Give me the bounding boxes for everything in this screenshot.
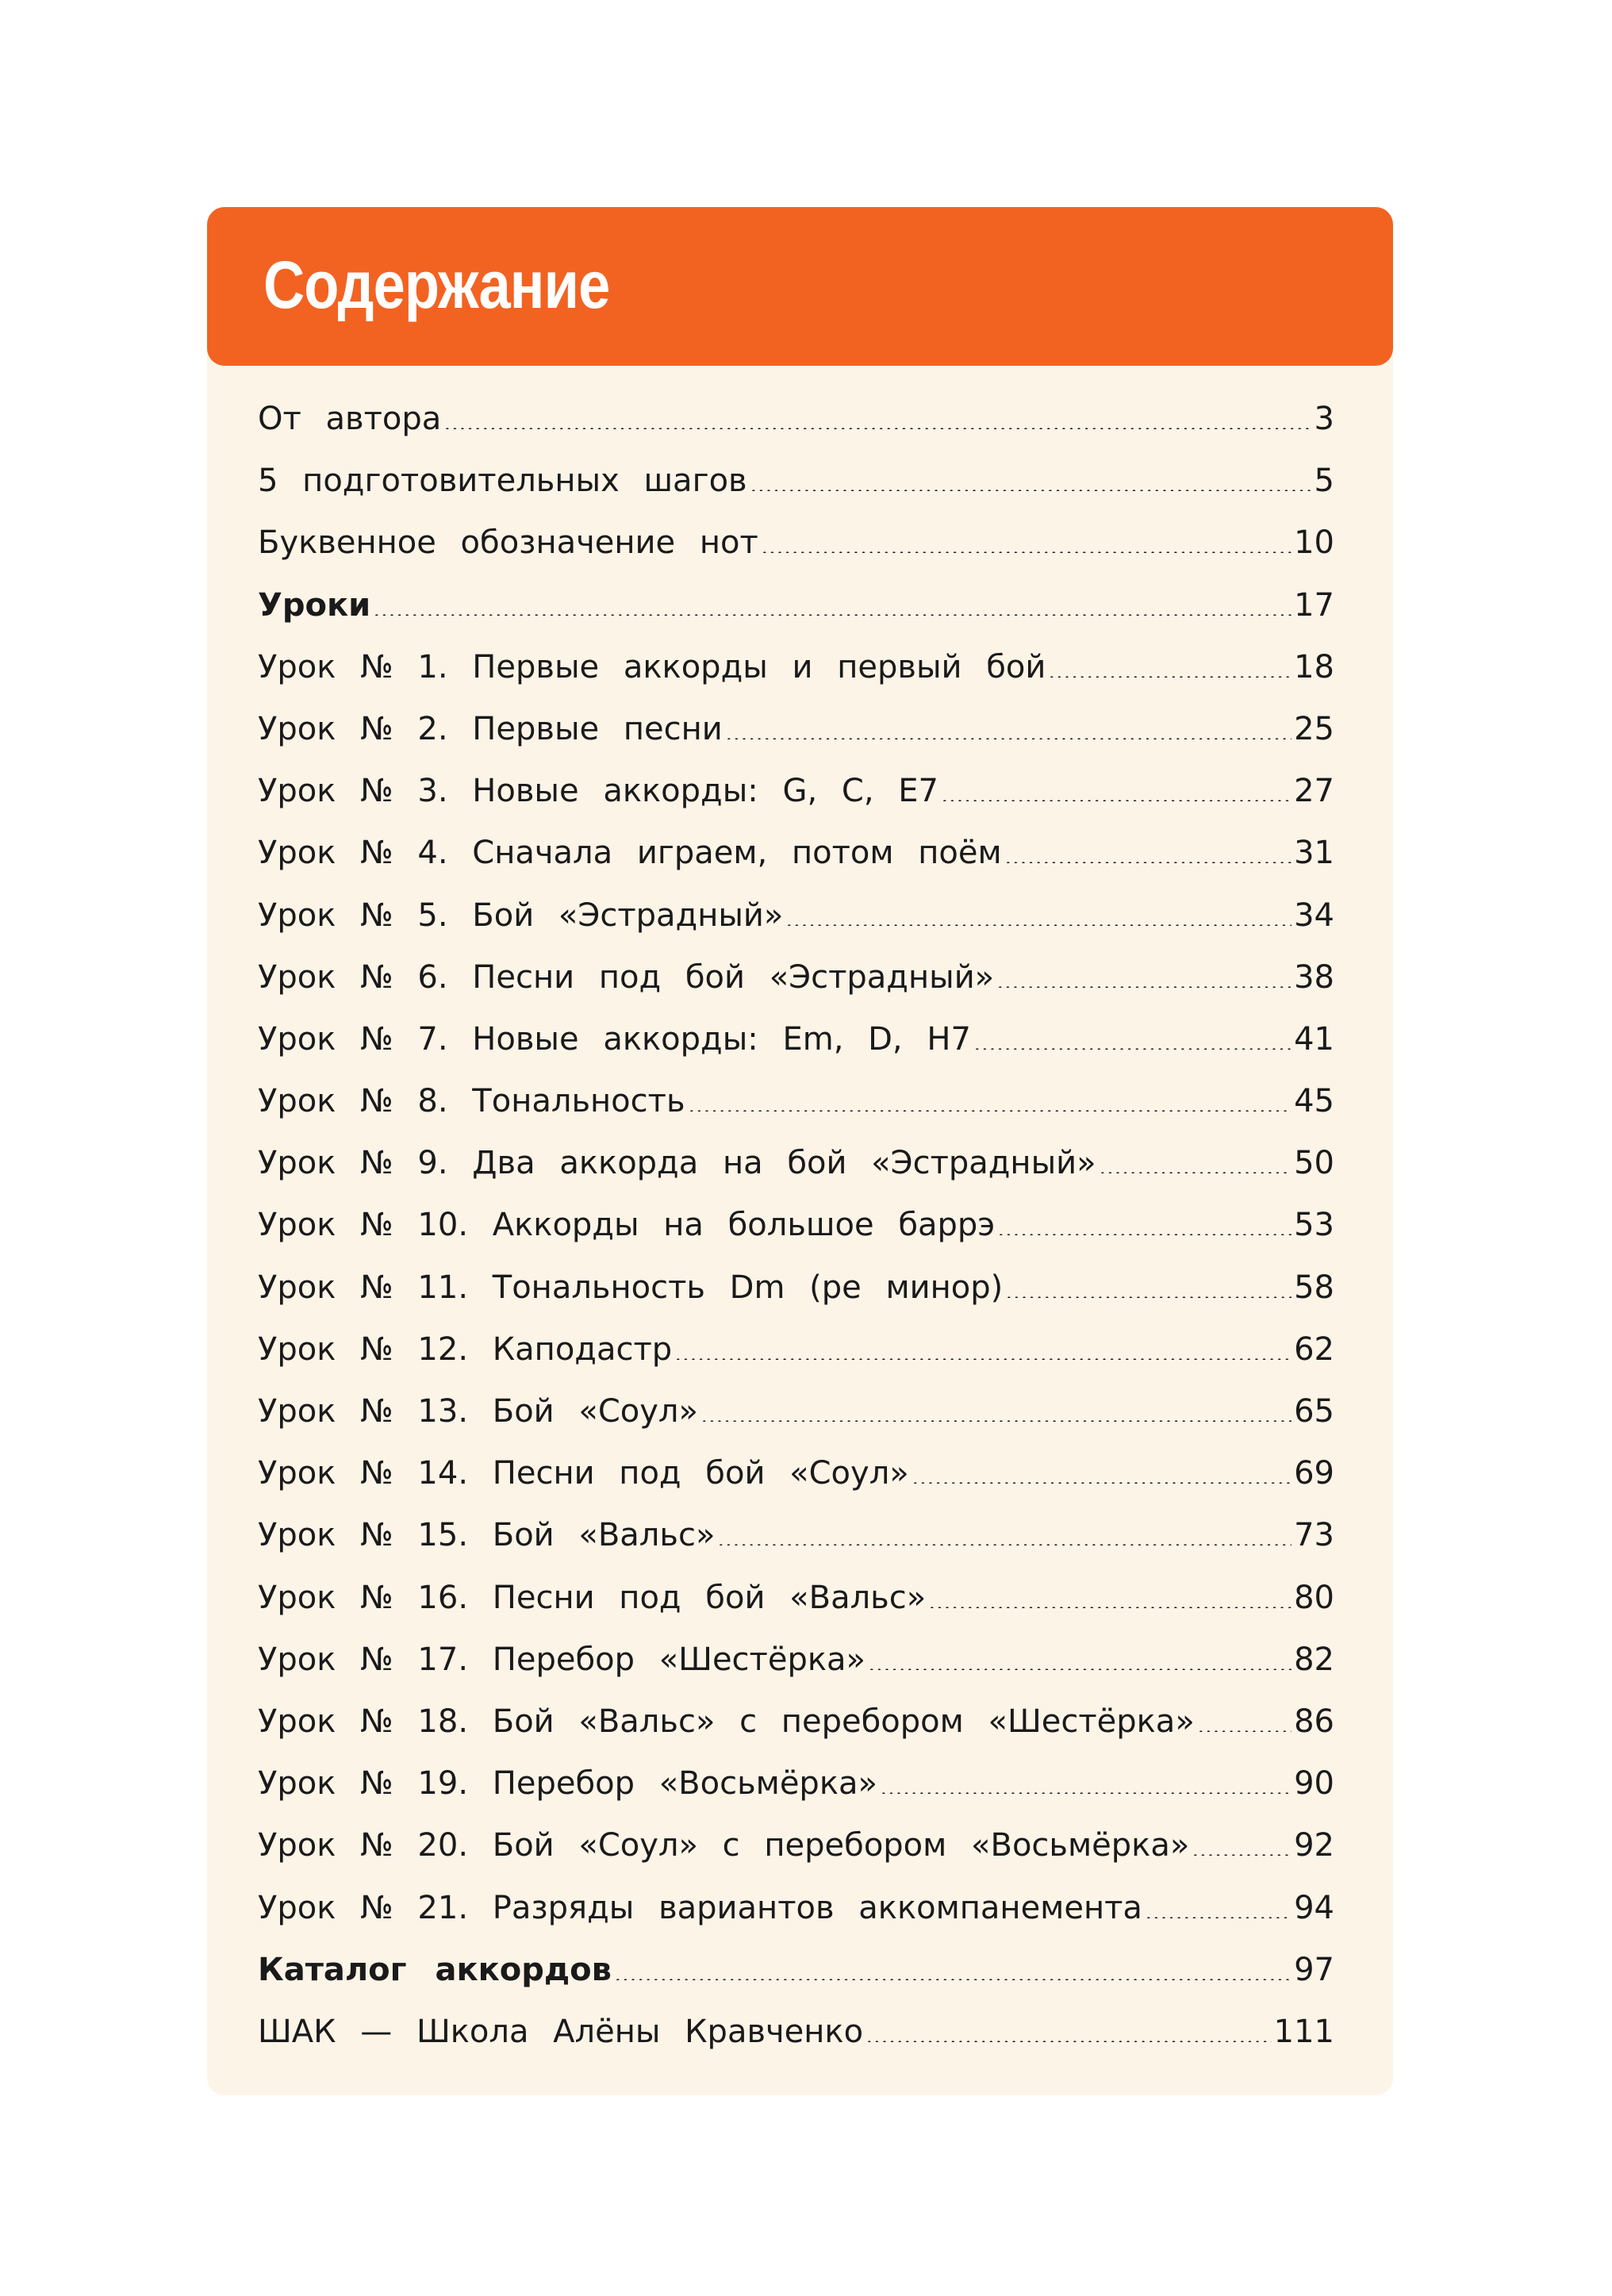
dot-leader: [761, 521, 1292, 553]
toc-entry-page: 18: [1294, 648, 1334, 685]
toc-entry[interactable]: [258, 946, 1334, 1008]
dot-leader: [1192, 1824, 1292, 1856]
toc-entry[interactable]: [258, 760, 1334, 822]
toc-entry-page: 27: [1294, 773, 1334, 810]
toc-entry[interactable]: [258, 1753, 1334, 1814]
toc-entry[interactable]: [258, 1380, 1334, 1442]
toc-entry[interactable]: [258, 1691, 1334, 1753]
dot-leader: [785, 894, 1292, 926]
toc-entry[interactable]: [258, 450, 1334, 512]
toc-entry-label: Урок № 1. Первые аккорды и первый бой: [258, 648, 1046, 685]
dot-leader: [941, 770, 1292, 801]
toc-list: [258, 388, 1334, 2063]
toc-entry-label: Урок № 4. Сначала играем, потом поём: [258, 835, 1002, 872]
toc-section-entry[interactable]: [258, 574, 1334, 636]
toc-entry-label: Уроки: [258, 586, 371, 624]
toc-section-entry[interactable]: [258, 1939, 1334, 2001]
toc-entry[interactable]: [258, 1504, 1334, 1566]
toc-entry-page: 82: [1294, 1641, 1334, 1678]
dot-leader: [865, 2010, 1272, 2042]
toc-entry-label: Урок № 10. Аккорды на большое баррэ: [258, 1207, 996, 1244]
toc-entry[interactable]: [258, 1132, 1334, 1194]
dot-leader: [868, 1638, 1292, 1670]
toc-entry[interactable]: [258, 1629, 1334, 1691]
dot-leader: [717, 1514, 1292, 1545]
toc-entry-page: 3: [1314, 401, 1334, 437]
dot-leader: [997, 1204, 1292, 1235]
toc-entry[interactable]: [258, 2001, 1334, 2063]
dot-leader: [373, 584, 1292, 616]
toc-entry-page: 62: [1294, 1330, 1334, 1368]
toc-entry-page: 31: [1294, 835, 1334, 872]
toc-entry[interactable]: [258, 1319, 1334, 1380]
toc-entry-page: 25: [1294, 710, 1334, 747]
toc-entry-page: 41: [1294, 1020, 1334, 1058]
toc-entry-page: 86: [1294, 1703, 1334, 1740]
dot-leader: [1099, 1142, 1292, 1173]
toc-entry-label: 5 подготовительных шагов: [258, 463, 747, 500]
toc-entry-page: 5: [1314, 463, 1334, 500]
toc-entry[interactable]: [258, 885, 1334, 946]
toc-entry-page: 45: [1294, 1083, 1334, 1120]
toc-entry-page: 50: [1294, 1145, 1334, 1182]
toc-entry-page: 69: [1294, 1455, 1334, 1492]
toc-entry[interactable]: [258, 1877, 1334, 1939]
toc-entry-label: Урок № 2. Первые песни: [258, 710, 723, 747]
toc-entry-label: Каталог аккордов: [258, 1951, 612, 1988]
toc-entry[interactable]: [258, 1814, 1334, 1876]
toc-entry-label: Урок № 5. Бой «Эстрадный»: [258, 897, 784, 934]
toc-entry-page: 38: [1294, 958, 1334, 996]
toc-entry-page: 58: [1294, 1269, 1334, 1306]
toc-entry-label: Урок № 14. Песни под бой «Соул»: [258, 1455, 909, 1492]
toc-entry-label: ШАК — Школа Алёны Кравченко: [258, 2013, 864, 2050]
dot-leader: [1145, 1887, 1292, 1918]
toc-entry[interactable]: [258, 822, 1334, 884]
toc-entry-label: Урок № 12. Каподастр: [258, 1330, 673, 1368]
dot-leader: [1004, 831, 1292, 863]
toc-entry-label: Урок № 19. Перебор «Восьмёрка»: [258, 1765, 877, 1803]
toc-entry-page: 73: [1294, 1517, 1334, 1554]
dot-leader: [1197, 1700, 1292, 1732]
toc-entry-page: 65: [1294, 1393, 1334, 1430]
toc-entry-label: Буквенное обозначение нот: [258, 524, 758, 562]
toc-entry-label: Урок № 15. Бой «Вальс»: [258, 1517, 716, 1554]
toc-entry-page: 53: [1294, 1207, 1334, 1244]
dot-leader: [880, 1762, 1292, 1794]
toc-entry-page: 94: [1294, 1889, 1334, 1926]
toc-entry-page: 97: [1294, 1951, 1334, 1988]
dot-leader: [614, 1949, 1292, 1980]
toc-entry[interactable]: [258, 1070, 1334, 1132]
dot-leader: [973, 1018, 1292, 1050]
toc-entry-label: Урок № 16. Песни под бой «Вальс»: [258, 1579, 927, 1616]
toc-entry[interactable]: [258, 388, 1334, 450]
dot-leader: [1048, 646, 1292, 678]
toc-entry-label: Урок № 17. Перебор «Шестёрка»: [258, 1641, 865, 1678]
toc-entry[interactable]: [258, 512, 1334, 574]
toc-entry[interactable]: [258, 1008, 1334, 1070]
toc-entry-page: 34: [1294, 897, 1334, 934]
dot-leader: [725, 708, 1292, 739]
dot-leader: [688, 1080, 1292, 1112]
dot-leader: [928, 1576, 1292, 1608]
toc-entry[interactable]: [258, 1567, 1334, 1629]
toc-entry-label: Урок № 11. Тональность Dm (ре минор): [258, 1269, 1004, 1306]
dot-leader: [912, 1452, 1292, 1484]
toc-entry-label: Урок № 18. Бой «Вальс» с перебором «Шестёрка»: [258, 1703, 1195, 1740]
toc-entry-label: Урок № 20. Бой «Соул» с перебором «Восьмёрка»: [258, 1827, 1190, 1864]
toc-entry-page: 92: [1294, 1827, 1334, 1864]
toc-entry-label: Урок № 6. Песни под бой «Эстрадный»: [258, 958, 995, 996]
toc-entry-label: Урок № 3. Новые аккорды: G, C, E7: [258, 773, 938, 810]
toc-entry[interactable]: [258, 1194, 1334, 1256]
page-title: Содержание: [263, 248, 610, 322]
dot-leader: [750, 459, 1312, 491]
dot-leader: [1005, 1266, 1292, 1298]
toc-entry-label: Урок № 8. Тональность: [258, 1083, 685, 1120]
dot-leader: [700, 1390, 1292, 1422]
toc-entry[interactable]: [258, 1442, 1334, 1504]
toc-entry-label: Урок № 21. Разряды вариантов аккомпанемента: [258, 1889, 1142, 1926]
toc-entry-label: От автора: [258, 401, 442, 437]
toc-entry[interactable]: [258, 698, 1334, 760]
toc-entry-page: 80: [1294, 1579, 1334, 1616]
toc-entry-page: 17: [1294, 586, 1334, 624]
toc-entry[interactable]: [258, 636, 1334, 698]
toc-entry-page: 10: [1294, 524, 1334, 562]
toc-entry-page: 111: [1273, 2013, 1334, 2050]
dot-leader: [443, 397, 1311, 429]
toc-entry-page: 90: [1294, 1765, 1334, 1803]
dot-leader: [996, 956, 1292, 988]
toc-entry[interactable]: [258, 1257, 1334, 1319]
toc-entry-label: Урок № 13. Бой «Соул»: [258, 1393, 698, 1430]
toc-entry-label: Урок № 7. Новые аккорды: Em, D, H7: [258, 1020, 971, 1058]
toc-entry-label: Урок № 9. Два аккорда на бой «Эстрадный»: [258, 1145, 1096, 1182]
dot-leader: [674, 1328, 1292, 1360]
